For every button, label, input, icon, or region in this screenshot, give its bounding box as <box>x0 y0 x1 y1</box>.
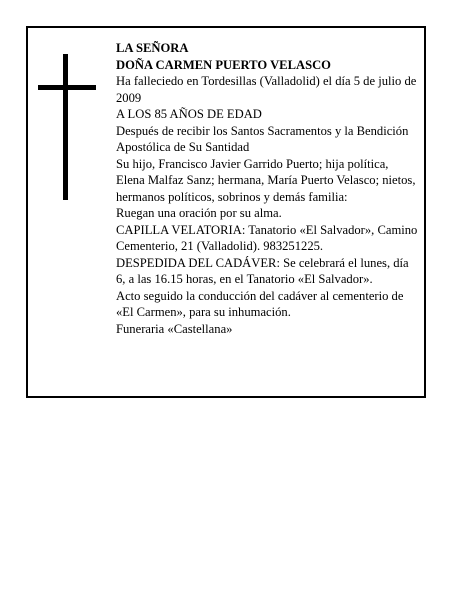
cross-icon <box>38 54 96 200</box>
cross-horizontal-bar <box>38 85 96 90</box>
death-statement: Ha falleciedo en Tordesillas (Valladolid) el día 5 de julio de 2009 <box>116 74 417 105</box>
age-statement: A LOS 85 AÑOS DE EDAD <box>116 107 262 121</box>
chapel-details: CAPILLA VELATORIA: Tanatorio «El Salvador», Camino Cementerio, 21 (Valladolid). 983251225. <box>116 222 418 253</box>
family-list: Su hijo, Francisco Javier Garrido Puerto; hija política, Elena Malfaz Sanz; hermana, María Puerto Velasco; nietos, hermanos políticos, sobrinos y demás familia: <box>116 156 416 204</box>
notice-text <box>116 40 418 337</box>
obituary-notice <box>26 26 426 398</box>
notice-heading: LA SEÑORA <box>116 41 189 55</box>
sacraments-statement: Después de recibir los Santos Sacramentos y la Bendición Apostólica de Su Santidad <box>116 123 409 154</box>
burial-details: Acto seguido la conducción del cadáver al cementerio de «El Carmen», para su inhumación. <box>116 288 404 319</box>
deceased-name: DOÑA CARMEN PUERTO VELASCO <box>116 57 331 72</box>
funeral-home: Funeraria «Castellana» <box>116 321 233 336</box>
prayer-request: Ruegan una oración por su alma. <box>116 206 282 220</box>
farewell-details: DESPEDIDA DEL CADÁVER: Se celebrará el lunes, día 6, a las 16.15 horas, en el Tanatorio «El Salvador». <box>116 255 409 286</box>
cross-vertical-bar <box>63 54 68 200</box>
